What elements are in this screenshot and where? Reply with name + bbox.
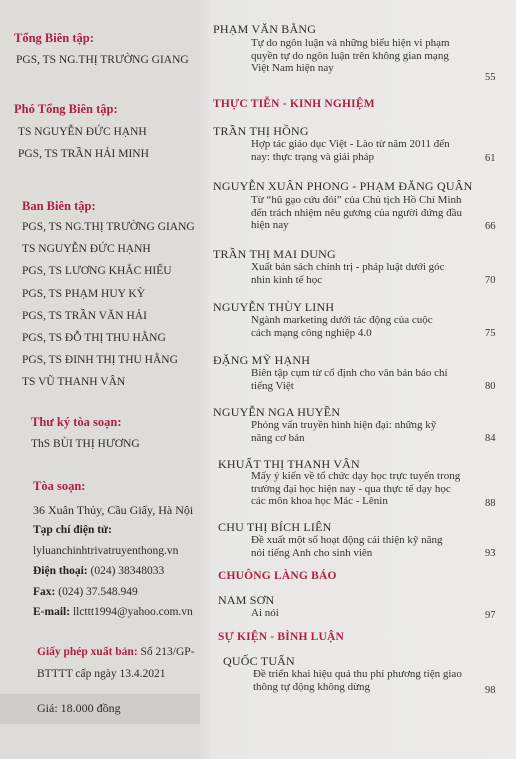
toc-author: PHẠM VĂN BẰNG <box>213 22 317 36</box>
office-address: 36 Xuân Thủy, Cầu Giấy, Hà Nội <box>33 503 194 517</box>
board-member: PGS, TS PHẠM HUY KỲ <box>22 288 146 300</box>
toc-author: ĐẶNG MỸ HẠNH <box>213 353 311 367</box>
toc-title[interactable]: Xuất bản sách chính trị - pháp luật dưới góc nhìn kinh tế học <box>251 261 445 286</box>
section-heading: THỰC TIỄN - KINH NGHIỆM <box>213 98 375 110</box>
toc-author: NAM SƠN <box>218 593 275 607</box>
secretary-heading: Thư ký tòa soạn: <box>31 415 122 429</box>
board-member: PGS, TS ĐỖ THỊ THU HẰNG <box>22 332 166 344</box>
website-link[interactable]: lyluanchinhtrivatruyenthong.vn <box>33 545 179 557</box>
toc-page: 80 <box>485 381 496 392</box>
toc-author: NGUYỄN THÙY LINH <box>213 300 335 314</box>
secretary-name: ThS BÙI THỊ HƯƠNG <box>31 438 140 450</box>
board-member: TS VŨ THANH VÂN <box>22 376 126 388</box>
toc-title[interactable]: Đề triển khai hiệu quả thu phí phương tiện giao thông tự động không dừng <box>253 668 462 693</box>
license-line <box>37 646 195 658</box>
license-date: BTTTT cấp ngày 13.4.2021 <box>37 668 166 680</box>
toc-page: 70 <box>485 275 496 286</box>
toc-author: CHU THỊ BÍCH LIÊN <box>218 520 332 534</box>
toc-title[interactable]: Mấy ý kiến về tổ chức dạy học trực tuyến trong trường đại học hiện nay - qua thực tế dạy học các môn khoa học Mác - Lênin <box>251 470 461 507</box>
editor-in-chief-name: PGS, TS NG.THỊ TRƯỜNG GIANG <box>16 54 189 66</box>
section-heading: CHUÔNG LÀNG BÁO <box>218 570 337 582</box>
toc-author: NGUYỄN XUÂN PHONG - PHẠM ĐĂNG QUÂN <box>213 179 473 193</box>
board-member: PGS, TS NG.THỊ TRƯỜNG GIANG <box>22 221 195 233</box>
fax-label: Fax: <box>33 586 56 598</box>
deputy-editor-name: PGS, TS TRẦN HẢI MINH <box>18 148 149 160</box>
phone-line <box>33 565 164 577</box>
toc-title[interactable]: Ai nói <box>251 607 279 619</box>
toc-author: TRẦN THỊ MAI DUNG <box>213 247 336 261</box>
toc-page: 98 <box>485 685 496 696</box>
board-member: PGS, TS ĐINH THỊ THU HẰNG <box>22 354 178 366</box>
email-address[interactable]: llcttt1994@yahoo.com.vn <box>72 606 193 618</box>
toc-page: 55 <box>485 72 496 83</box>
office-heading: Tòa soạn: <box>33 479 86 493</box>
section-heading: SỰ KIỆN - BÌNH LUẬN <box>218 631 345 643</box>
license-label: Giấy phép xuất bản: <box>37 646 138 658</box>
toc-page: 88 <box>485 498 496 509</box>
board-member: PGS, TS LƯƠNG KHẮC HIẾU <box>22 265 172 277</box>
toc-author: KHUẤT THỊ THANH VÂN <box>218 457 360 471</box>
deputy-editor-heading: Phó Tổng Biên tập: <box>14 102 118 116</box>
toc-title[interactable]: Phỏng vấn truyền hình hiện đại: những kỹ năng cơ bản <box>251 419 437 444</box>
fax-number: (024) 37.548.949 <box>58 586 138 598</box>
web-label: Tạp chí điện tử: <box>33 524 112 536</box>
price: Giá: 18.000 đồng <box>37 701 121 715</box>
toc-page: 66 <box>485 221 496 232</box>
license-number: Số 213/GP- <box>140 646 195 658</box>
editor-in-chief-heading: Tổng Biên tập: <box>14 31 94 45</box>
toc-title[interactable]: Từ “hũ gạo cứu đói” của Chủ tịch Hồ Chí Minh đến trách nhiệm nêu gương của người đứng đầu hiện nay <box>251 194 462 231</box>
toc-title[interactable]: Hợp tác giáo dục Việt - Lào từ năm 2011 đến nay: thực trạng và giải pháp <box>251 138 450 163</box>
board-member: PGS, TS TRẦN VĂN HẢI <box>22 310 147 322</box>
toc-page: 75 <box>485 328 496 339</box>
deputy-editor-name: TS NGUYỄN ĐỨC HẠNH <box>18 126 147 138</box>
toc-title[interactable]: Đề xuất một số hoạt động cải thiện kỹ năng nói tiếng Anh cho sinh viên <box>251 534 443 559</box>
email-label: E-mail: <box>33 606 71 618</box>
toc-author: QUỐC TUẤN <box>223 654 295 668</box>
phone-number: (024) 38348033 <box>90 565 165 577</box>
toc-title[interactable]: Biên tập cụm từ cố định cho văn bản báo chí tiếng Việt <box>251 367 448 392</box>
toc-author: TRẦN THỊ HỒNG <box>213 124 309 138</box>
toc-page: 61 <box>485 153 496 164</box>
toc-author: NGUYỄN NGA HUYỀN <box>213 405 341 419</box>
toc-page: 84 <box>485 433 496 444</box>
toc-title[interactable]: Tự do ngôn luận và những biểu hiện vi phạm quyền tự do ngôn luận trên không gian mạng Việt Nam hiện nay <box>251 37 450 74</box>
editorial-board-heading: Ban Biên tập: <box>22 199 96 213</box>
toc-page: 97 <box>485 610 496 621</box>
toc-page: 93 <box>485 548 496 559</box>
email-line <box>33 606 193 618</box>
board-member: TS NGUYỄN ĐỨC HẠNH <box>22 243 151 255</box>
toc-title[interactable]: Ngành marketing dưới tác động của cuộc cách mạng công nghiệp 4.0 <box>251 314 433 339</box>
phone-label: Điện thoại: <box>33 565 88 577</box>
fax-line <box>33 586 138 598</box>
